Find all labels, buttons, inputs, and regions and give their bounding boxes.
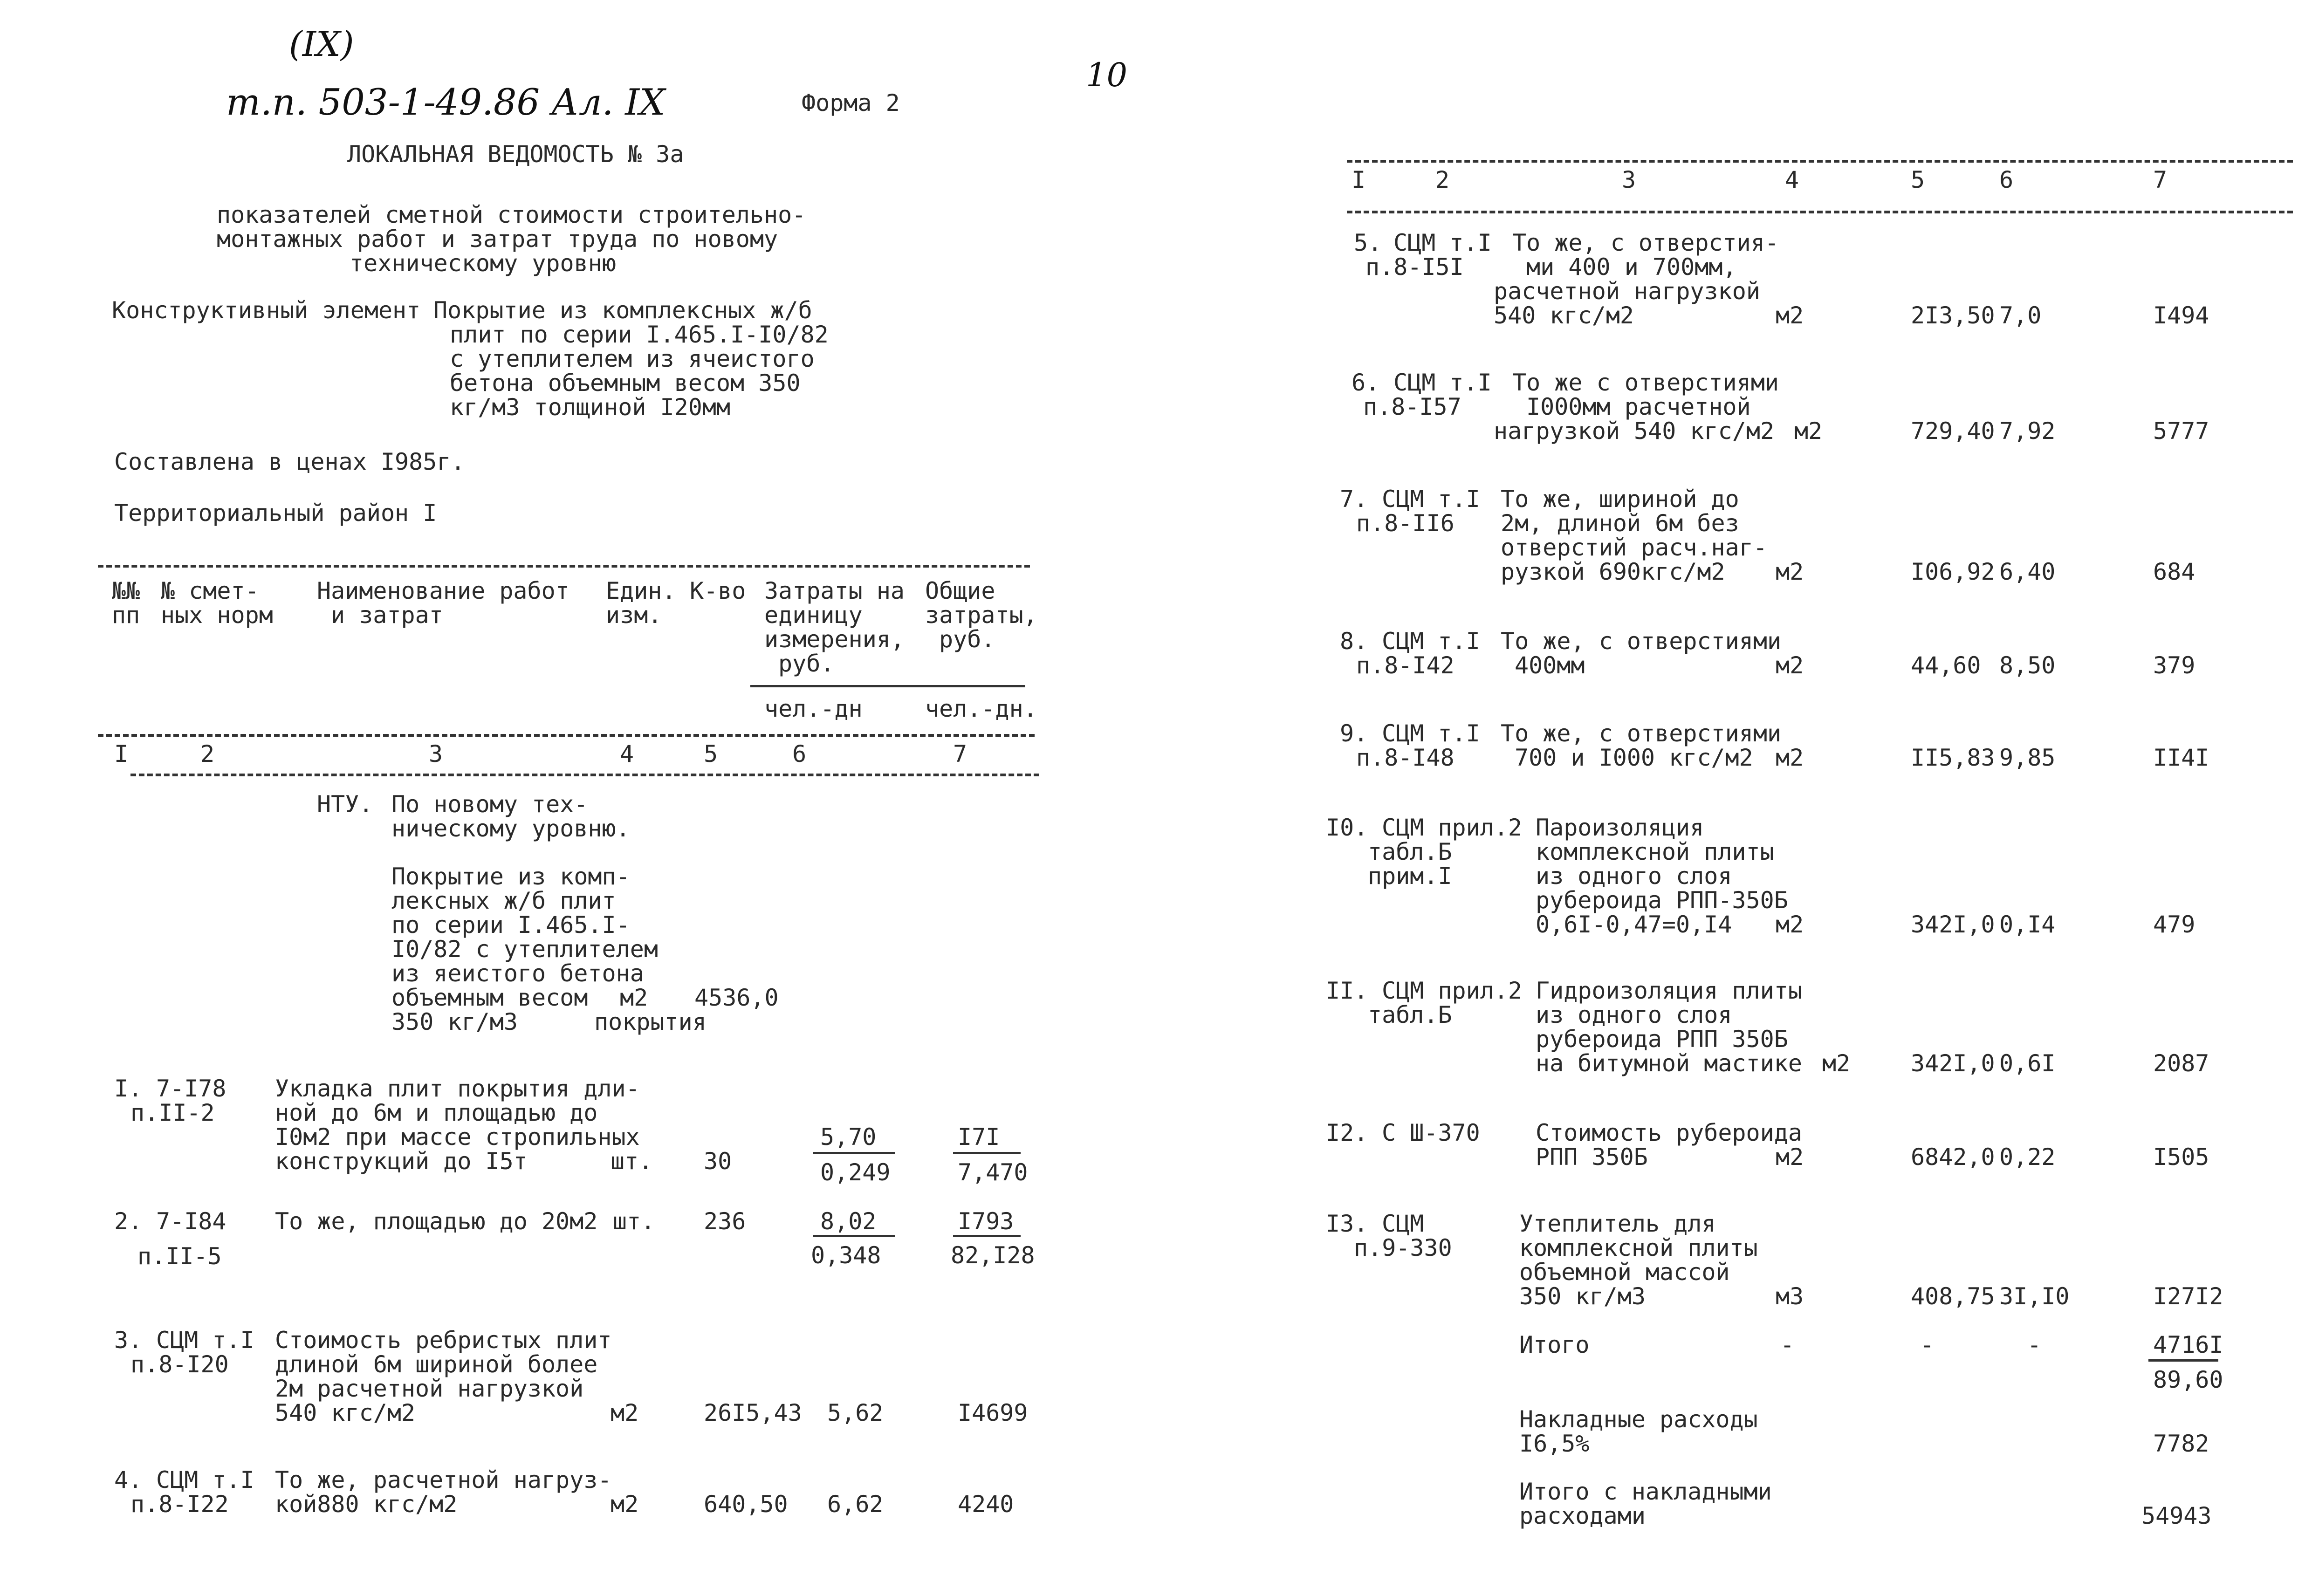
cover-line: объемным весом — [391, 984, 588, 1011]
total-labor: 89,60 — [2153, 1366, 2223, 1393]
row-name: Стоимость рубероида — [1536, 1119, 1802, 1146]
labor-subheader-rule — [750, 685, 1025, 687]
row-name: 0,6I-0,47=0,I4 — [1536, 911, 1732, 938]
col-header-line: Затраты на — [764, 577, 905, 604]
row-name: из одного слоя — [1536, 863, 1732, 890]
row-unit-cost: 7,0 — [1999, 302, 2042, 329]
row-name: 2м, длиной 6м без — [1501, 510, 1739, 537]
col-7-sub: чел.-дн. — [925, 695, 1037, 722]
row-name: То же, с отверстия- — [1512, 229, 1779, 256]
row-unit-cost: 8,50 — [1999, 652, 2056, 679]
row-norm: п.8-I57 — [1363, 393, 1461, 420]
row-norm: табл.Б — [1368, 1001, 1452, 1028]
handwritten-page-number: 10 — [1086, 56, 1128, 94]
element-text-line: бетона объемным весом 350 — [450, 370, 801, 397]
row-norm: СЦМ — [1382, 1210, 1424, 1237]
row-norm: прим.I — [1368, 863, 1452, 890]
cover-line: из яеистого бетона — [391, 960, 644, 987]
row-unit-cost: 0,22 — [1999, 1144, 2056, 1171]
subtitle-line: показателей сметной стоимости строительно- — [217, 201, 806, 228]
cover-line: I0/82 с утеплителем — [391, 936, 658, 963]
element-text-line: с утеплителем из ячеистого — [450, 345, 815, 372]
row-qty: 26I5,43 — [704, 1399, 802, 1426]
row-norm: 7-I84 — [156, 1208, 226, 1235]
form-number: Форма 2 — [802, 89, 900, 116]
row-name: I000мм расчетной — [1526, 393, 1751, 420]
row-norm: СЦМ т.I — [1393, 229, 1492, 256]
row-total-cost: 4240 — [958, 1491, 1014, 1518]
row-unit: м2 — [1776, 558, 1804, 585]
col-header-line: №№ — [112, 577, 140, 604]
row-name: 400мм — [1515, 652, 1585, 679]
overhead-label: Накладные расходы — [1519, 1406, 1758, 1433]
row-name: рубероида РПП-350Б — [1536, 887, 1788, 914]
row-total: 379 — [2153, 652, 2195, 679]
row-name: Укладка плит покрытия дли- — [275, 1075, 640, 1102]
col-number: 6 — [792, 740, 807, 767]
row-unit: м2 — [1822, 1050, 1851, 1077]
col-header-line: Един. — [606, 577, 676, 604]
row-unit: м2 — [1776, 1144, 1804, 1171]
row-unit: шт. — [613, 1208, 655, 1235]
cover-line: 350 кг/м3 — [391, 1008, 518, 1035]
row-num: I. — [114, 1075, 143, 1102]
col-number: 3 — [1622, 166, 1636, 193]
row-name: Гидроизоляция плиты — [1536, 977, 1802, 1004]
cover-unit: м2 — [620, 984, 648, 1011]
row-norm: СЦМ т.I — [156, 1466, 254, 1493]
row-qty: 640,50 — [704, 1491, 788, 1518]
cover-line: Покрытие из комп- — [391, 863, 630, 890]
row-qty: 30 — [704, 1148, 732, 1175]
row-unit-cost: 8,02 — [820, 1208, 877, 1235]
col-header-line: ных норм — [161, 602, 273, 629]
row-name: конструкций до I5т — [275, 1148, 528, 1175]
fraction-bar — [953, 1152, 1021, 1154]
handwritten-roman: (IX) — [289, 24, 354, 64]
total-dash: - — [1920, 1331, 1935, 1358]
col-number: 5 — [704, 740, 718, 767]
territorial-region: Территориальный район I — [114, 500, 437, 527]
row-name: То же, расчетной нагруз- — [275, 1466, 612, 1493]
row-norm: п.8-I22 — [130, 1491, 229, 1518]
grand-total: 54943 — [2141, 1502, 2212, 1529]
row-norm: п.8-I20 — [130, 1351, 229, 1378]
row-name: РПП 350Б — [1536, 1144, 1648, 1171]
col-number: I — [1352, 166, 1366, 193]
row-num: 7. — [1340, 486, 1368, 513]
row-unit-cost: 7,92 — [1999, 418, 2056, 445]
row-name: расчетной нагрузкой — [1494, 278, 1760, 305]
col-header-line: измерения, — [764, 626, 905, 653]
row-name: То же, шириной до — [1501, 486, 1739, 513]
row-norm: п.8-I42 — [1356, 652, 1454, 679]
row-total-cost: I793 — [958, 1208, 1014, 1235]
col-number: 2 — [1435, 166, 1450, 193]
row-num: 5. — [1354, 229, 1382, 256]
overhead-label: I6,5% — [1519, 1430, 1590, 1457]
row-total: 2087 — [2153, 1050, 2209, 1077]
row-name: Пароизоляция — [1536, 814, 1704, 841]
row-norm: СЦМ прил.2 — [1382, 977, 1523, 1004]
row-num: 9. — [1340, 720, 1368, 747]
row-unit: шт. — [611, 1148, 653, 1175]
row-qty: 408,75 — [1911, 1283, 1995, 1310]
col-numbers-bottom-rule — [1347, 211, 2293, 213]
row-total: 479 — [2153, 911, 2195, 938]
row-norm: СЦМ т.I — [1393, 369, 1492, 396]
row-name: Стоимость ребристых плит — [275, 1327, 612, 1354]
row-name: Утеплитель для — [1519, 1210, 1716, 1237]
row-total: 684 — [2153, 558, 2195, 585]
row-norm: С Ш-370 — [1382, 1119, 1480, 1146]
row-name: 350 кг/м3 — [1519, 1283, 1646, 1310]
row-total: 5777 — [2153, 418, 2209, 445]
col-number: 4 — [1785, 166, 1799, 193]
row-norm: табл.Б — [1368, 838, 1452, 865]
row-name: комплексной плиты — [1519, 1234, 1758, 1261]
row-num: 6. — [1352, 369, 1380, 396]
page-title: ЛОКАЛЬНАЯ ВЕДОМОСТЬ № 3а — [347, 141, 684, 168]
total-dash: - — [2027, 1331, 2042, 1358]
row-qty: 6842,0 — [1911, 1144, 1995, 1171]
ntu-text-line: ническому уровню. — [391, 815, 630, 842]
col-header-line: руб. — [778, 650, 835, 677]
col-header-line: пп — [112, 602, 140, 629]
handwritten-project: т.п. 503-1-49.86 Ал. IX — [226, 82, 665, 123]
grand-total-label: Итого с накладными — [1519, 1478, 1772, 1505]
row-norm: СЦМ т.I — [1382, 486, 1480, 513]
row-norm: п.8-II6 — [1356, 510, 1454, 537]
row-total: II4I — [2153, 744, 2209, 771]
row-num: I0. — [1326, 814, 1368, 841]
col-number: 6 — [1999, 166, 2014, 193]
cover-qty: 4536,0 — [694, 984, 779, 1011]
col-header-line: и затрат — [331, 602, 443, 629]
row-name: рубероида РПП 350Б — [1536, 1026, 1788, 1053]
total-label: Итого — [1519, 1331, 1590, 1358]
row-norm: 7-I78 — [156, 1075, 226, 1102]
row-total: I494 — [2153, 302, 2209, 329]
fraction-bar — [813, 1152, 895, 1154]
col-header-line: Наименование работ — [317, 577, 569, 604]
row-qty: 342I,0 — [1911, 1050, 1995, 1077]
col-header-line: затраты, — [925, 602, 1037, 629]
row-name: То же, с отверстиями — [1501, 720, 1782, 747]
row-name: из одного слоя — [1536, 1001, 1732, 1028]
col-header-line: № смет- — [161, 577, 259, 604]
element-text-line: плит по серии I.465.I-I0/82 — [450, 321, 829, 348]
row-unit-cost: 0,I4 — [1999, 911, 2056, 938]
fraction-bar — [953, 1235, 1021, 1237]
row-qty: I06,92 — [1911, 558, 1995, 585]
row-norm: п.8-I5I — [1365, 253, 1464, 281]
row-num: 8. — [1340, 628, 1368, 655]
row-unit-cost: 3I,I0 — [1999, 1283, 2070, 1310]
col-number: I — [114, 740, 129, 767]
row-unit-cost: 6,62 — [827, 1491, 884, 1518]
col-header-line: руб. — [939, 626, 995, 653]
col-header-line: изм. — [606, 602, 662, 629]
element-text-line: кг/м3 толщиной I20мм — [450, 394, 731, 421]
total-cost: 4716I — [2153, 1331, 2223, 1358]
subtitle-line: монтажных работ и затрат труда по новому — [217, 226, 778, 253]
row-name: То же с отверстиями — [1512, 369, 1779, 396]
row-norm: п.II-5 — [137, 1243, 222, 1270]
cover-unit-2: покрытия — [594, 1008, 707, 1035]
col-number: 7 — [953, 740, 967, 767]
row-unit: м2 — [611, 1399, 639, 1426]
row-name: 700 и I000 кгс/м2 — [1515, 744, 1753, 771]
row-norm: СЦМ т.I — [1382, 720, 1480, 747]
fraction-bar — [2148, 1359, 2218, 1362]
row-norm: СЦМ прил.2 — [1382, 814, 1523, 841]
row-name: 2м расчетной нагрузкой — [275, 1375, 584, 1402]
row-unit: м2 — [1776, 652, 1804, 679]
row-norm: п.8-I48 — [1356, 744, 1454, 771]
row-qty: II5,83 — [1911, 744, 1995, 771]
row-name: То же, площадью до 20м2 — [275, 1208, 598, 1235]
ntu-label: НТУ. — [317, 791, 373, 818]
row-name: 540 кгс/м2 — [1494, 302, 1634, 329]
col-header-line: единицу — [764, 602, 863, 629]
cover-line: лексных ж/б плит — [391, 887, 616, 914]
row-unit: м2 — [1776, 744, 1804, 771]
row-total-labor: 82,I28 — [951, 1242, 1035, 1269]
row-qty: 44,60 — [1911, 652, 1981, 679]
row-name: ной до 6м и площадью до — [275, 1099, 598, 1126]
right-page — [1086, 0, 2312, 1596]
col-number: 7 — [2153, 166, 2168, 193]
col-numbers-bottom-rule — [130, 774, 1039, 776]
col-number: 2 — [200, 740, 215, 767]
row-unit: м2 — [1794, 418, 1823, 445]
row-name: комплексной плиты — [1536, 838, 1774, 865]
row-num: 2. — [114, 1208, 143, 1235]
row-name: объемной массой — [1519, 1259, 1730, 1286]
row-name: на битумной мастике — [1536, 1050, 1802, 1077]
header-rule — [1347, 160, 2293, 163]
row-qty: 236 — [704, 1208, 746, 1235]
row-unit: м2 — [1776, 302, 1804, 329]
row-norm: СЦМ т.I — [156, 1327, 254, 1354]
col-number: 3 — [429, 740, 443, 767]
row-name: кой880 кгс/м2 — [275, 1491, 458, 1518]
fraction-bar — [813, 1235, 895, 1237]
overhead-total: 7782 — [2153, 1430, 2209, 1457]
row-unit-cost: 0,6I — [1999, 1050, 2056, 1077]
grand-total-label: расходами — [1519, 1502, 1646, 1529]
element-text-line: Покрытие из комплексных ж/б — [433, 297, 812, 324]
row-unit-cost: 5,62 — [827, 1399, 884, 1426]
row-unit: м2 — [1776, 911, 1804, 938]
row-unit-cost: 6,40 — [1999, 558, 2056, 585]
row-unit: м3 — [1776, 1283, 1804, 1310]
subtitle-line: техническому уровню — [350, 250, 616, 277]
col-header-5: К-во — [690, 577, 746, 604]
row-unit-labor: 0,249 — [820, 1159, 891, 1186]
cover-line: по серии I.465.I- — [391, 911, 630, 938]
row-unit-cost: 9,85 — [1999, 744, 2056, 771]
row-name: 540 кгс/м2 — [275, 1399, 416, 1426]
row-num: 3. — [114, 1327, 143, 1354]
row-name: I0м2 при массе стропильных — [275, 1123, 640, 1151]
row-qty: 2I3,50 — [1911, 302, 1995, 329]
element-label: Конструктивный элемент — [112, 297, 421, 324]
row-total-labor: 7,470 — [958, 1159, 1028, 1186]
prices-basis: Составлена в ценах I985г. — [114, 448, 465, 475]
row-qty: 342I,0 — [1911, 911, 1995, 938]
row-total-cost: I4699 — [958, 1399, 1028, 1426]
row-norm: п.9-330 — [1354, 1234, 1452, 1261]
row-qty: 729,40 — [1911, 418, 1995, 445]
col-number: 4 — [620, 740, 634, 767]
row-total: I27I2 — [2153, 1283, 2223, 1310]
row-name: нагрузкой 540 кгс/м2 — [1494, 418, 1775, 445]
col-number: 5 — [1911, 166, 1925, 193]
total-dash: - — [1780, 1331, 1795, 1358]
row-unit: м2 — [611, 1491, 639, 1518]
row-total: I505 — [2153, 1144, 2209, 1171]
row-num: 4. — [114, 1466, 143, 1493]
row-name: То же, с отверстиями — [1501, 628, 1782, 655]
row-num: I3. — [1326, 1210, 1368, 1237]
col-numbers-rule — [98, 734, 1035, 737]
row-unit-cost: 5,70 — [820, 1123, 877, 1151]
row-name: длиной 6м шириной более — [275, 1351, 598, 1378]
row-name: рузкой 690кгс/м2 — [1501, 558, 1725, 585]
row-num: I2. — [1326, 1119, 1368, 1146]
header-rule — [98, 565, 1030, 568]
row-total-cost: I7I — [958, 1123, 1000, 1151]
row-unit-labor: 0,348 — [811, 1242, 881, 1269]
row-num: II. — [1326, 977, 1368, 1004]
col-6-sub: чел.-дн — [764, 695, 863, 722]
row-norm: СЦМ т.I — [1382, 628, 1480, 655]
row-name: ми 400 и 700мм, — [1526, 253, 1737, 281]
col-header-line: Общие — [925, 577, 995, 604]
row-norm: п.II-2 — [130, 1099, 215, 1126]
ntu-text-line: По новому тех- — [391, 791, 588, 818]
row-name: отверстий расч.наг- — [1501, 534, 1767, 561]
